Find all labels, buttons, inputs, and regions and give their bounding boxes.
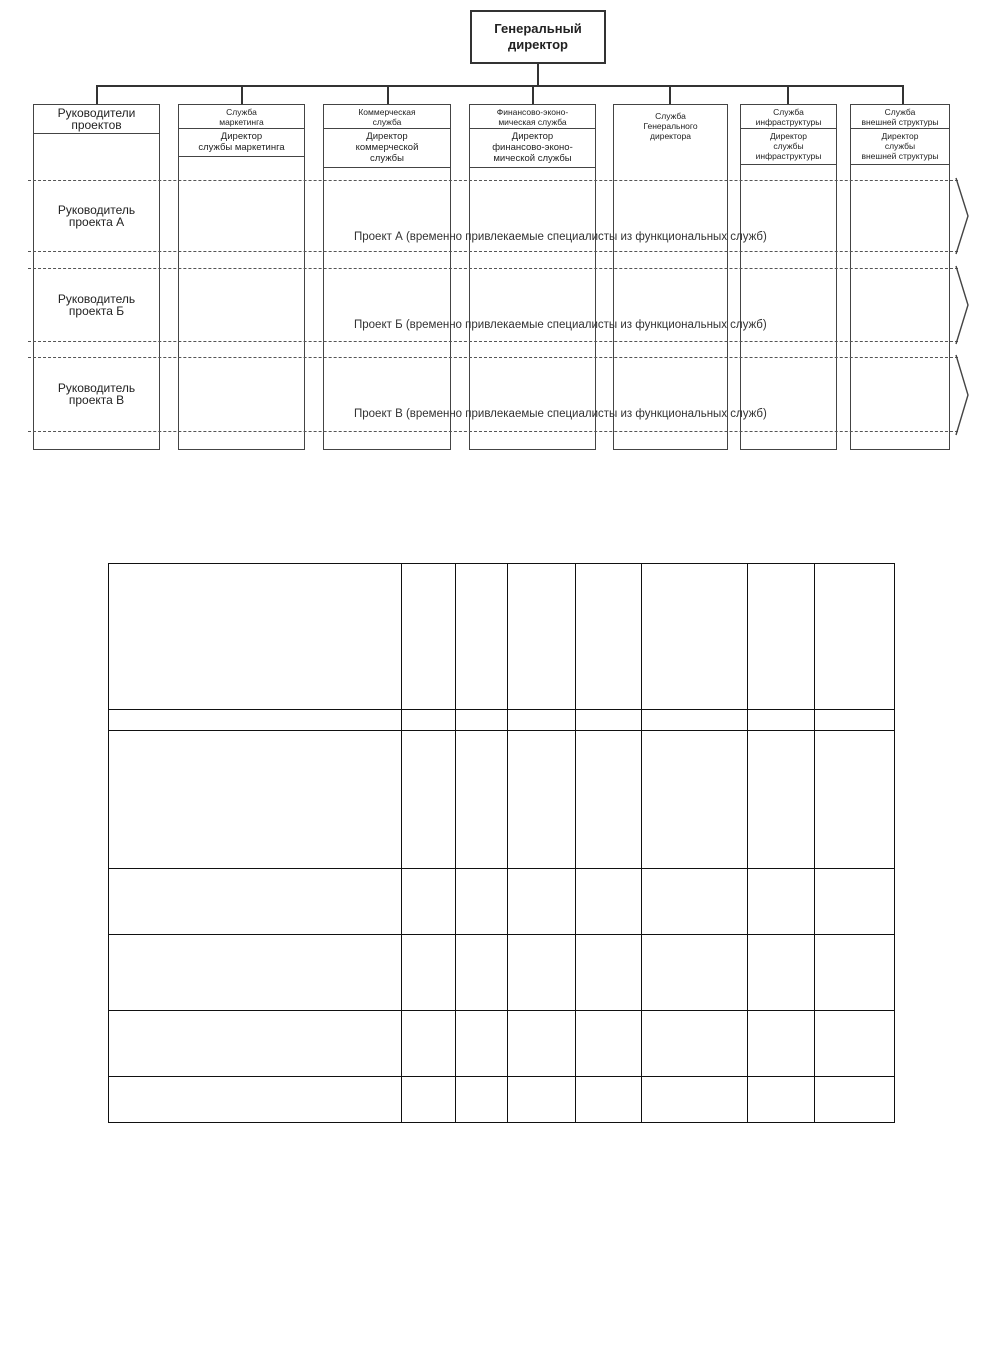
table-cell [815,1077,895,1123]
column-header: Служба инфраструктуры [741,105,836,129]
table-cell [508,731,576,869]
connector-drop-3 [387,85,389,104]
matrix-org-chart [0,0,1004,470]
table-cell [109,1011,402,1077]
connector-horizontal-bus [96,85,904,87]
project-manager-c: Руководитель проекта В [57,381,136,407]
table-cell [456,1011,508,1077]
table-cell [815,935,895,1011]
column-header: Служба маркетинга [179,105,304,129]
table-row [109,935,895,1011]
connector-vertical-top [537,64,539,86]
table-cell [748,710,815,731]
column-infrastructure [740,104,837,450]
column-header: Руководители проектов [34,105,159,134]
table-cell [748,1077,815,1123]
connector-drop-7 [902,85,904,104]
table-cell [748,1011,815,1077]
table-cell [402,1011,456,1077]
table-cell [576,731,642,869]
table-cell [748,564,815,710]
column-director: Директор коммерческой службы [324,129,450,168]
column-external [850,104,950,450]
column-header: Коммерческая служба [324,105,450,129]
column-header: Финансово-эконо- мическая служба [470,105,595,129]
project-b-label: Проект Б (временно привлекаемые специалисты из функциональных служб) [354,319,767,331]
table-row [109,869,895,935]
table-cell [642,1011,748,1077]
connector-drop-2 [241,85,243,104]
column-marketing [178,104,305,450]
table-cell [402,869,456,935]
table-cell [815,731,895,869]
table-cell [508,869,576,935]
column-director: Директор службы инфраструктуры [741,129,836,165]
table-cell [109,710,402,731]
project-c-chevron-icon [954,353,974,437]
column-director: Директор службы маркетинга [179,129,304,157]
project-separator [28,357,958,358]
column-commercial [323,104,451,450]
project-manager-b: Руководитель проекта Б [57,292,136,318]
connector-drop-6 [787,85,789,104]
table-cell [642,935,748,1011]
table-row [109,564,895,710]
column-header: Служба Генерального директора [643,111,698,141]
project-a-label: Проект А (временно привлекаемые специалисты из функциональных служб) [354,231,767,243]
project-separator [28,341,958,342]
table-row [109,731,895,869]
project-manager-a: Руководитель проекта А [57,203,136,229]
table-cell [815,564,895,710]
column-gd-service [613,104,728,450]
column-director: Директор службы внешней структуры [851,129,949,165]
table-cell [456,935,508,1011]
table-cell [576,869,642,935]
table-cell [402,1077,456,1123]
table-cell [109,731,402,869]
empty-grid-table [108,563,895,1123]
project-separator [28,431,958,432]
table-cell [576,1077,642,1123]
table-cell [576,1011,642,1077]
column-director: Директор финансово-эконо- мической службы [470,129,595,168]
table-cell [402,731,456,869]
table-cell [642,710,748,731]
table-cell [576,935,642,1011]
table-cell [109,564,402,710]
table-cell [402,564,456,710]
project-a-chevron-icon [954,176,974,256]
table-cell [642,564,748,710]
table-cell [642,1077,748,1123]
general-director-box: Генеральный директор [470,10,606,64]
table-cell [456,710,508,731]
project-separator [28,251,958,252]
project-c-label: Проект В (временно привлекаемые специалисты из функциональных служб) [354,408,767,420]
table-cell [456,731,508,869]
table-cell [508,1077,576,1123]
connector-drop-4 [532,85,534,104]
column-header: Служба внешней структуры [851,105,949,129]
table-cell [748,869,815,935]
table-cell [576,710,642,731]
table-cell [456,564,508,710]
table-cell [456,1077,508,1123]
table-cell [815,1011,895,1077]
table-cell [576,564,642,710]
table-cell [508,1011,576,1077]
table-cell [402,935,456,1011]
table-cell [815,869,895,935]
project-separator [28,180,958,181]
table-cell [748,935,815,1011]
table-row [109,710,895,731]
table-cell [815,710,895,731]
table-cell [642,731,748,869]
table-cell [109,869,402,935]
table-row [109,1011,895,1077]
table-cell [508,935,576,1011]
table-cell [402,710,456,731]
connector-drop-1 [96,85,98,104]
table-cell [109,1077,402,1123]
project-separator [28,268,958,269]
table-cell [748,731,815,869]
connector-drop-5 [669,85,671,104]
table-cell [456,869,508,935]
project-b-chevron-icon [954,264,974,346]
column-finance [469,104,596,450]
table-cell [508,710,576,731]
table-cell [508,564,576,710]
table-row [109,1077,895,1123]
table-cell [109,935,402,1011]
table-cell [642,869,748,935]
